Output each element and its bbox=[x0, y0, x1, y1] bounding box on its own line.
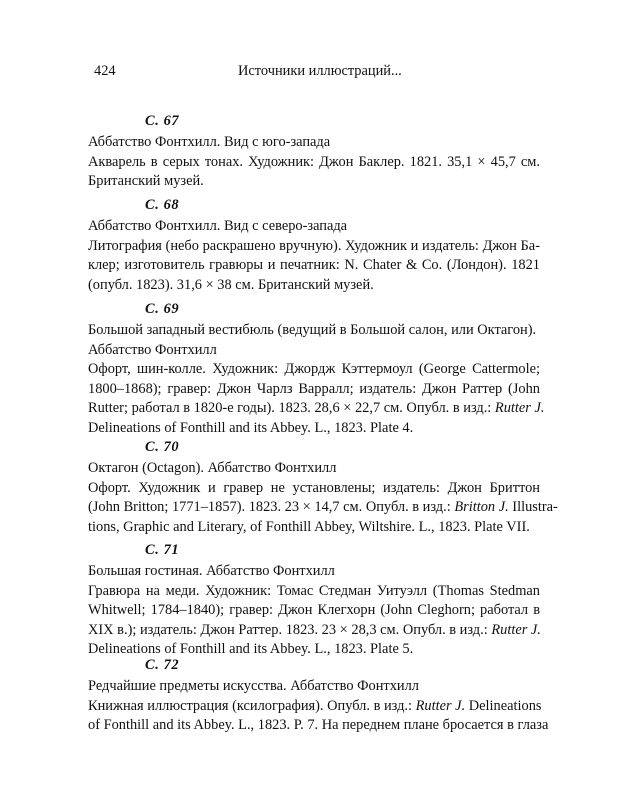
entry-line: Литография (небо раскрашено вручную). Художник и издатель: Джон Ба- bbox=[88, 237, 540, 254]
entry-line-text: XIX в.); издатель: Джон Раттер. 1823. 23 × 28,3 см. Опубл. в изд.: bbox=[88, 621, 488, 638]
page-number: 424 bbox=[94, 63, 116, 79]
entry-line-text: Illustra- bbox=[512, 499, 558, 515]
entry-line: tions, Graphic and Literary, of Fonthill Abbey, Wiltshire. L., 1823. Plate VII. bbox=[88, 518, 530, 535]
page-header bbox=[94, 62, 538, 82]
entry-description bbox=[88, 360, 545, 438]
entry-line: Delineations of Fonthill and its Abbey. L., 1823. Plate 4. bbox=[88, 419, 414, 436]
entry-line-text: Delineations bbox=[468, 697, 542, 714]
illustration-entry bbox=[88, 300, 545, 438]
entry-page-ref: С. 70 bbox=[145, 439, 180, 455]
entry-description bbox=[88, 153, 540, 192]
entry-line: Whitwell; 1784–1840); гравер: Джон Клегхорн (John Cleghorn; работал в bbox=[88, 602, 540, 618]
entry-description bbox=[88, 237, 540, 296]
entry-description bbox=[88, 479, 558, 538]
entry-line: (опубл. 1823). 31,6 × 38 см. Британский музей. bbox=[88, 276, 374, 293]
entry-author-italic: Britton J. bbox=[454, 499, 509, 515]
illustration-entry bbox=[88, 112, 540, 192]
running-title: Источники иллюстраций... bbox=[238, 63, 402, 79]
entry-line bbox=[88, 621, 540, 641]
entry-line: 1800–1868); гравер: Джон Чарлз Варралл; издатель: Джон Раттер (John bbox=[88, 380, 540, 397]
entry-description bbox=[88, 697, 549, 736]
entry-page-ref: С. 69 bbox=[145, 301, 180, 317]
entry-title-continued: Аббатство Фонтхилл bbox=[88, 341, 217, 358]
entry-title: Аббатство Фонтхилл. Вид с юго-запада bbox=[88, 134, 331, 150]
entry-title: Редчайшие предметы искусства. Аббатство Фонтхилл bbox=[88, 678, 419, 694]
entry-page-ref: С. 71 bbox=[145, 542, 180, 558]
entry-title: Октагон (Octagon). Аббатство Фонтхилл bbox=[88, 460, 337, 476]
entry-line: клер; изготовитель гравюры и печатник: N. Chater & Co. (Лондон). 1821 bbox=[88, 257, 540, 273]
entry-author-italic: Rutter J. bbox=[415, 697, 466, 714]
entry-line: Delineations of Fonthill and its Abbey. L., 1823. Plate 5. bbox=[88, 641, 414, 657]
entry-title: Аббатство Фонтхилл. Вид с северо-запада bbox=[88, 218, 348, 234]
entry-line: Офорт. Художник и гравер не установлены; издатель: Джон Бриттон bbox=[88, 479, 540, 496]
entry-line bbox=[88, 697, 540, 717]
entry-line bbox=[88, 399, 545, 419]
entry-line: Офорт, шин-колле. Художник: Джордж Кэттермоул (George Cattermole; bbox=[88, 361, 540, 377]
entry-line: Гравюра на меди. Художник: Томас Стедман Уитуэлл (Thomas Stedman bbox=[88, 582, 540, 599]
entry-title: Большая гостиная. Аббатство Фонтхилл bbox=[88, 563, 335, 579]
entry-line: Британский музей. bbox=[88, 173, 204, 189]
entry-line-text: (John Britton; 1771–1857). 1823. 23 × 14,7 см. Опубл. в изд.: bbox=[88, 499, 451, 515]
entry-page-ref: С. 67 bbox=[145, 113, 180, 129]
illustration-entry bbox=[88, 656, 549, 736]
illustration-entry bbox=[88, 196, 540, 295]
entry-author-italic: Rutter J. bbox=[494, 400, 545, 416]
entry-line bbox=[88, 498, 558, 518]
entry-author-italic: Rutter J. bbox=[491, 621, 541, 638]
entry-line: Акварель в серых тонах. Художник: Джон Баклер. 1821. 35,1 × 45,7 см. bbox=[88, 153, 540, 170]
entry-title: Большой западный вестибюль (ведущий в Большой салон, или Октагон). bbox=[88, 322, 537, 338]
illustration-entry bbox=[88, 541, 540, 660]
illustration-entry bbox=[88, 438, 558, 537]
entry-page-ref: С. 72 bbox=[145, 657, 180, 673]
entry-page-ref: С. 68 bbox=[145, 197, 180, 213]
entry-line-text: Rutter; работал в 1820-е годы). 1823. 28,6 × 22,7 см. Опубл. в изд.: bbox=[88, 400, 492, 416]
entry-line-text: Книжная иллюстрация (ксилография). Опубл. в изд.: bbox=[88, 697, 412, 714]
entry-description bbox=[88, 582, 540, 660]
entry-line: of Fonthill and its Abbey. L., 1823. P. 7. На переднем плане бросается в глаза bbox=[88, 717, 549, 733]
